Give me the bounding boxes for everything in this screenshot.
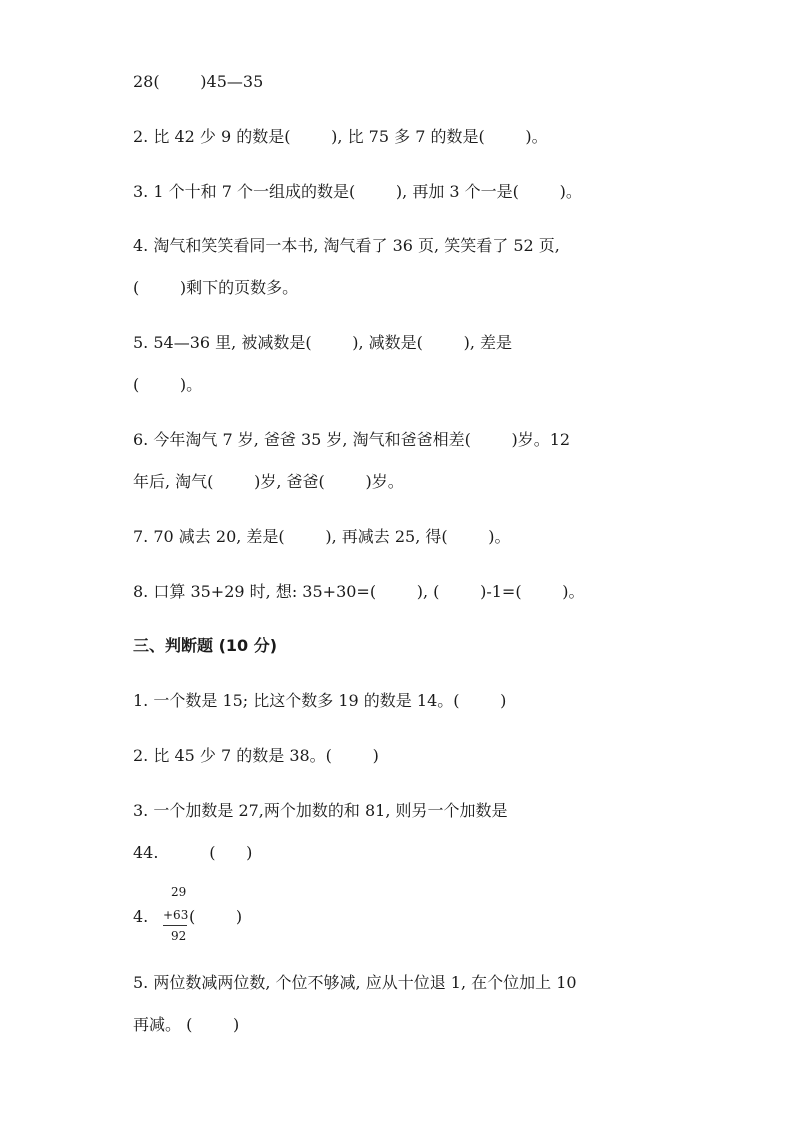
fill-q3: 3. 1 个十和 7 个一组成的数是( ), 再加 3 个一是( )。 (133, 182, 582, 201)
section-heading-judge: 三、判断题 (10 分) (133, 636, 278, 655)
judge-q1: 1. 一个数是 15; 比这个数多 19 的数是 14。( ) (133, 691, 507, 710)
fill-q4-line2: ( )剩下的页数多。 (133, 278, 299, 297)
fill-q7: 7. 70 减去 20, 差是( ), 再减去 25, 得( )。 (133, 527, 511, 546)
fill-q8: 8. 口算 35+29 时, 想: 35+30=( ), ( )-1=( )。 (133, 582, 585, 601)
judge-q4-label: 4. (133, 907, 149, 926)
judge-q4-sum: 92 (171, 929, 187, 943)
fill-q2: 2. 比 42 少 9 的数是( ), 比 75 多 7 的数是( )。 (133, 127, 548, 146)
judge-q2: 2. 比 45 少 7 的数是 38。( ) (133, 746, 379, 765)
fill-q5-line1: 5. 54—36 里, 被减数是( ), 减数是( ), 差是 (133, 333, 513, 352)
judge-q3-line1: 3. 一个加数是 27,两个加数的和 81, 则另一个加数是 (133, 801, 508, 820)
judge-q3-line2: 44. ( ) (133, 843, 253, 862)
fill-q6-line2: 年后, 淘气( )岁, 爸爸( )岁。 (133, 472, 404, 491)
fill-q4-line1: 4. 淘气和笑笑看同一本书, 淘气看了 36 页, 笑笑看了 52 页, (133, 236, 560, 255)
fill-q1-end: 28( )45—35 (133, 72, 264, 91)
fill-q5-line2: ( )。 (133, 375, 203, 394)
fill-q6-line1: 6. 今年淘气 7 岁, 爸爸 35 岁, 淘气和爸爸相差( )岁。12 (133, 430, 571, 449)
judge-q4-answer-paren: ( ) (189, 907, 243, 926)
judge-q5-line1: 5. 两位数减两位数, 个位不够减, 应从十位退 1, 在个位加上 10 (133, 973, 577, 992)
judge-q4-vertical-addition (133, 885, 333, 947)
judge-q4-addend2: +63 (163, 908, 189, 922)
judge-q4-sum-rule (163, 925, 187, 926)
judge-q5-line2: 再减。 ( ) (133, 1015, 240, 1034)
judge-q4-addend1: 29 (171, 885, 187, 899)
